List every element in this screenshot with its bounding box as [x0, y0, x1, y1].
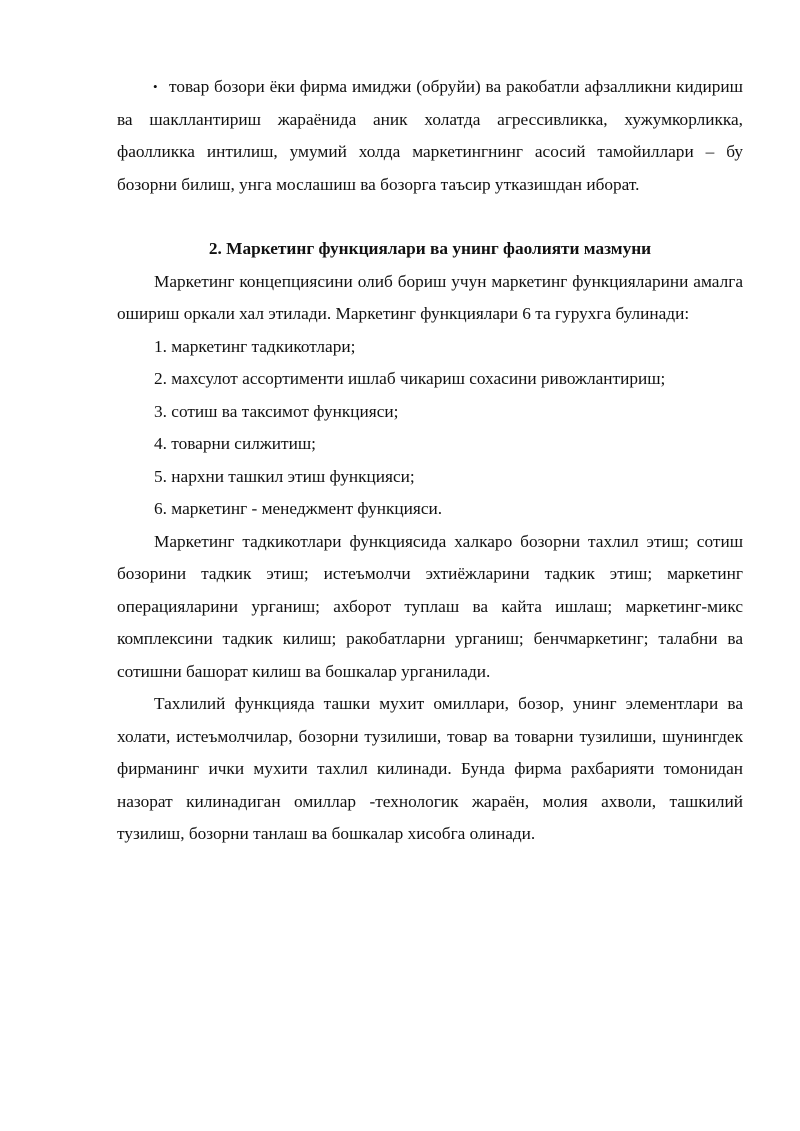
analysis-paragraph: Тахлилий функцияда ташки мухит омиллари, бозор, унинг элементлари ва холати, истеъмолчилар, бозорни тузилиши, товар ва товарни тузилиши, шунингдек фирманинг ички мухити тахлил килинади. Бунда фирма рахбарияти томонидан назорат килинадиган омиллар -технологик жараён, молия ахволи, ташкилий тузилиш, бозорни танлаш ва бошкалар хисобга олинади. — [117, 694, 743, 843]
bullet-paragraph — [117, 71, 743, 201]
functions-list — [117, 331, 743, 526]
page-text-block — [117, 71, 743, 851]
list-item: 4. товарни силжитиш; — [154, 434, 316, 453]
list-item: 2. махсулот ассортименти ишлаб чикариш сохасини ривожлантириш; — [154, 369, 666, 388]
intro-paragraph: Маркетинг концепциясини олиб бориш учун маркетинг функцияларини амалга ошириш оркали хал этилади. Маркетинг функциялари 6 та гурухга булинади: — [117, 271, 743, 323]
list-item: 3. сотиш ва таксимот функцияси; — [154, 401, 399, 421]
bullet-paragraph-text: товар бозори ёки фирма имиджи (обруйи) ва ракобатли афзалликни кидириш ва шакллантириш жараёнида аник холатда агрессивликка, хужумкорликка, фаолликка интилиш, умумий холда маркетингнинг асосий тамойиллари – бу бозорни билиш, унга мослашиш ва бозорга таъсир утказишдан иборат. — [117, 77, 743, 194]
list-item: 5. нархни ташкил этиш функцияси; — [154, 466, 415, 486]
section-heading: 2. Маркетинг функциялари ва унинг фаолияти мазмуни — [208, 239, 652, 258]
list-item: 6. маркетинг - менеджмент функцияси. — [154, 499, 443, 518]
list-item: 1. маркетинг тадкикотлари; — [154, 336, 356, 356]
bullet-icon: • — [153, 79, 158, 94]
research-paragraph: Маркетинг тадкикотлари функциясида халкаро бозорни тахлил этиш; сотиш бозорини тадкик этиш; истеъмолчи эхтиёжларини тадкик этиш; маркетинг операцияларини урганиш; ахборот туплаш ва кайта ишлаш; маркетинг-микс комплексини тадкик килиш; ракобатларни урганиш; бенчмаркетинг; талабни ва сотишни башорат килиш ва бошкалар урганилади. — [117, 531, 743, 681]
